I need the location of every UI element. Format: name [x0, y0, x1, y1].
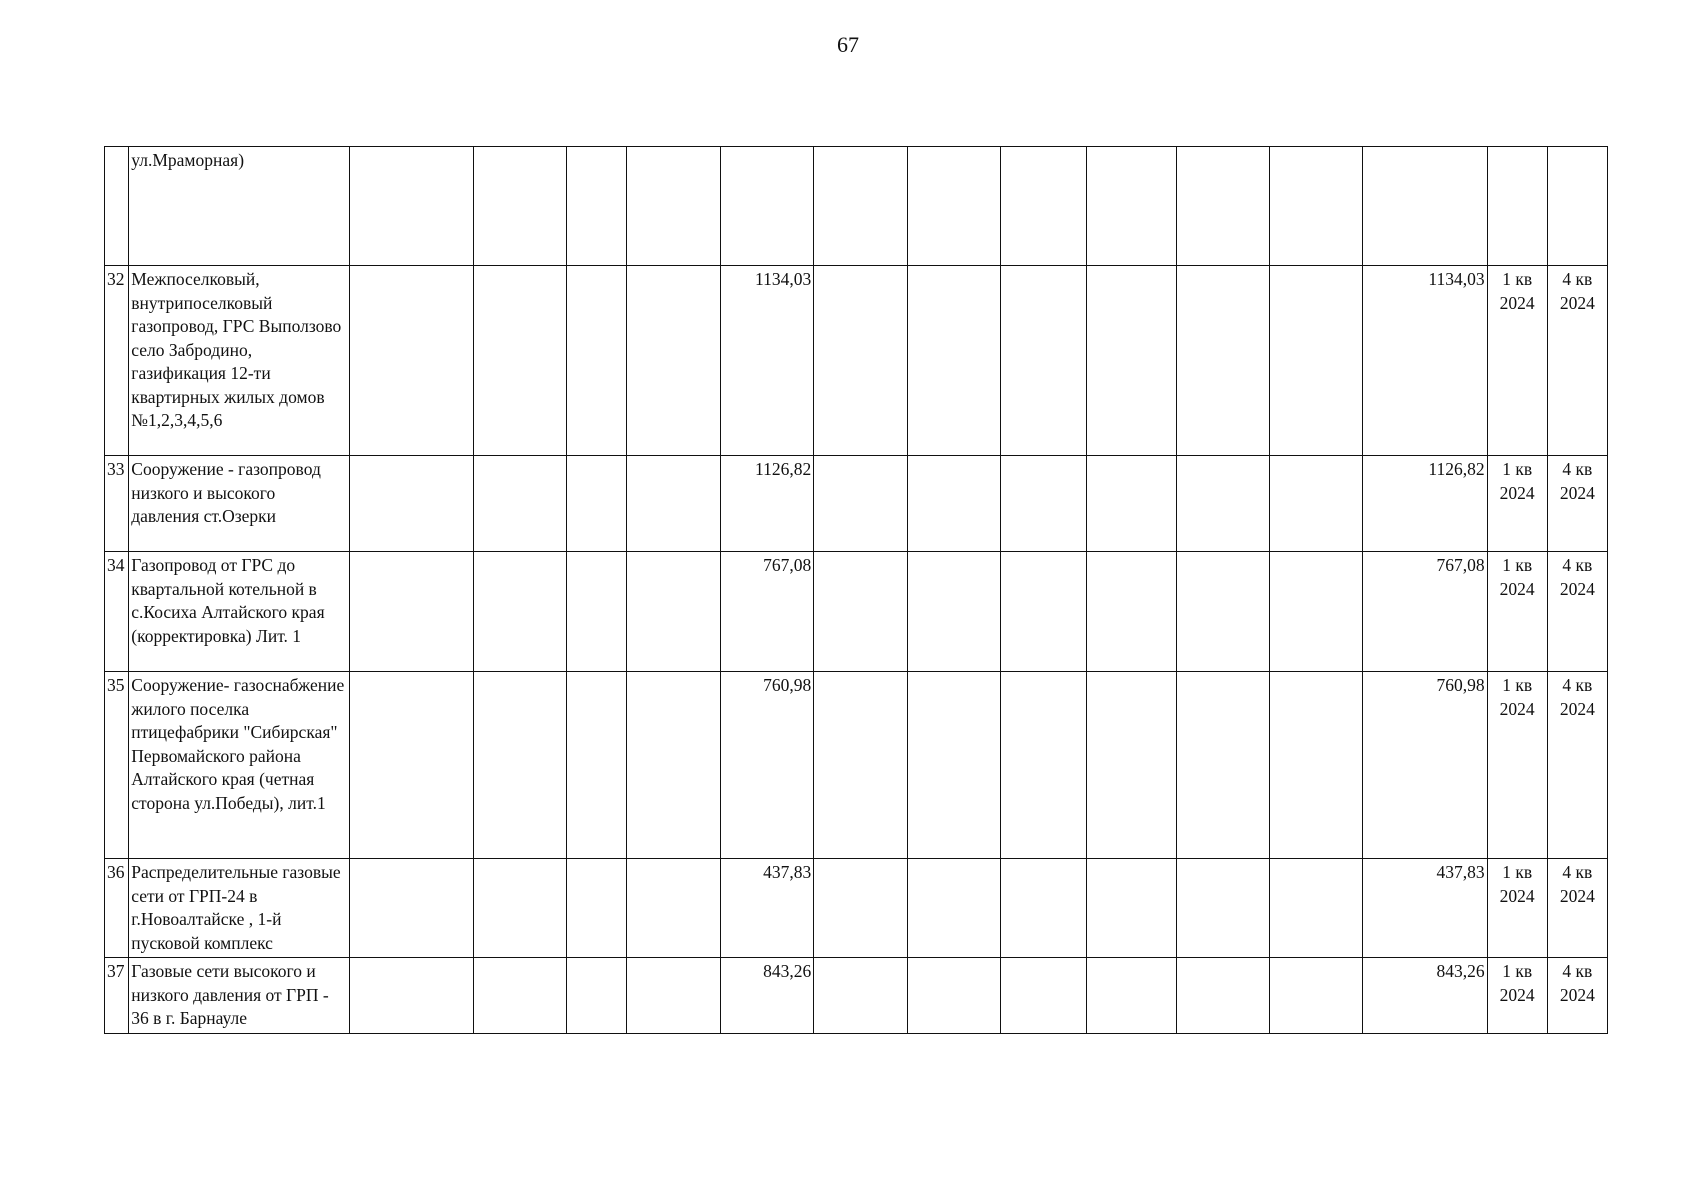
empty-cell	[1270, 552, 1363, 672]
start-quarter-cell: 1 кв 2024	[1487, 958, 1547, 1034]
table-row	[105, 266, 1608, 456]
table-row	[105, 859, 1608, 958]
row-number-cell	[105, 147, 129, 266]
value-cell	[721, 147, 814, 266]
empty-cell	[1001, 147, 1086, 266]
empty-cell	[474, 672, 567, 859]
row-number-cell: 34	[105, 552, 129, 672]
empty-cell	[349, 859, 474, 958]
empty-cell	[1270, 266, 1363, 456]
empty-cell	[627, 552, 721, 672]
empty-cell	[1177, 672, 1270, 859]
total-cell: 843,26	[1363, 958, 1488, 1034]
empty-cell	[814, 147, 908, 266]
empty-cell	[1270, 147, 1363, 266]
empty-cell	[474, 456, 567, 552]
end-quarter-cell: 4 кв 2024	[1547, 958, 1607, 1034]
empty-cell	[814, 672, 908, 859]
total-cell: 1134,03	[1363, 266, 1488, 456]
value-cell: 843,26	[721, 958, 814, 1034]
empty-cell	[1086, 859, 1177, 958]
value-cell: 760,98	[721, 672, 814, 859]
empty-cell	[349, 147, 474, 266]
end-quarter-cell: 4 кв 2024	[1547, 672, 1607, 859]
empty-cell	[1086, 147, 1177, 266]
row-number-cell: 33	[105, 456, 129, 552]
row-number-cell: 32	[105, 266, 129, 456]
total-cell: 437,83	[1363, 859, 1488, 958]
empty-cell	[349, 672, 474, 859]
row-number-cell: 35	[105, 672, 129, 859]
empty-cell	[567, 958, 627, 1034]
empty-cell	[474, 958, 567, 1034]
value-cell: 767,08	[721, 552, 814, 672]
empty-cell	[567, 147, 627, 266]
empty-cell	[908, 552, 1001, 672]
empty-cell	[474, 266, 567, 456]
row-number-cell: 36	[105, 859, 129, 958]
start-quarter-cell: 1 кв 2024	[1487, 672, 1547, 859]
row-number-cell: 37	[105, 958, 129, 1034]
empty-cell	[908, 266, 1001, 456]
total-cell: 767,08	[1363, 552, 1488, 672]
empty-cell	[1177, 266, 1270, 456]
empty-cell	[1086, 552, 1177, 672]
empty-cell	[627, 672, 721, 859]
empty-cell	[567, 266, 627, 456]
empty-cell	[908, 958, 1001, 1034]
empty-cell	[1001, 958, 1086, 1034]
end-quarter-cell: 4 кв 2024	[1547, 266, 1607, 456]
end-quarter-cell: 4 кв 2024	[1547, 859, 1607, 958]
object-name-cell: Сооружение- газоснабжение жилого поселка птицефабрики "Сибирская" Первомайского района Алтайского края (четная сторона ул.Победы), лит.1	[129, 672, 350, 859]
end-quarter-cell: 4 кв 2024	[1547, 456, 1607, 552]
empty-cell	[349, 456, 474, 552]
empty-cell	[814, 266, 908, 456]
total-cell: 760,98	[1363, 672, 1488, 859]
value-cell: 1134,03	[721, 266, 814, 456]
empty-cell	[1270, 456, 1363, 552]
start-quarter-cell: 1 кв 2024	[1487, 456, 1547, 552]
object-name-cell: Газопровод от ГРС до квартальной котельной в с.Косиха Алтайского края (корректировка) Лит. 1	[129, 552, 350, 672]
empty-cell	[908, 147, 1001, 266]
empty-cell	[1177, 859, 1270, 958]
value-cell: 1126,82	[721, 456, 814, 552]
empty-cell	[349, 552, 474, 672]
empty-cell	[627, 266, 721, 456]
empty-cell	[474, 859, 567, 958]
empty-cell	[908, 456, 1001, 552]
start-quarter-cell: 1 кв 2024	[1487, 552, 1547, 672]
empty-cell	[627, 958, 721, 1034]
end-quarter-cell: 4 кв 2024	[1547, 552, 1607, 672]
empty-cell	[1086, 456, 1177, 552]
table-row	[105, 456, 1608, 552]
empty-cell	[1177, 958, 1270, 1034]
total-cell	[1363, 147, 1488, 266]
object-name-cell: Газовые сети высокого и низкого давления от ГРП - 36 в г. Барнауле	[129, 958, 350, 1034]
empty-cell	[1086, 266, 1177, 456]
empty-cell	[1177, 552, 1270, 672]
empty-cell	[814, 456, 908, 552]
empty-cell	[1270, 859, 1363, 958]
table-row	[105, 672, 1608, 859]
start-quarter-cell	[1487, 147, 1547, 266]
empty-cell	[474, 552, 567, 672]
empty-cell	[627, 147, 721, 266]
empty-cell	[1177, 147, 1270, 266]
empty-cell	[814, 958, 908, 1034]
empty-cell	[567, 456, 627, 552]
table-row	[105, 552, 1608, 672]
empty-cell	[567, 672, 627, 859]
empty-cell	[814, 859, 908, 958]
empty-cell	[908, 672, 1001, 859]
object-name-cell: ул.Мраморная)	[129, 147, 350, 266]
table-row	[105, 147, 1608, 266]
table-row	[105, 958, 1608, 1034]
page-number: 67	[837, 32, 859, 57]
start-quarter-cell: 1 кв 2024	[1487, 859, 1547, 958]
empty-cell	[1001, 672, 1086, 859]
object-name-cell: Межпоселковый, внутрипоселковый газопровод, ГРС Выползово село Забродино, газификация 12-ти квартирных жилых домов №1,2,3,4,5,6	[129, 266, 350, 456]
total-cell: 1126,82	[1363, 456, 1488, 552]
empty-cell	[627, 859, 721, 958]
empty-cell	[567, 859, 627, 958]
empty-cell	[814, 552, 908, 672]
empty-cell	[474, 147, 567, 266]
empty-cell	[1086, 958, 1177, 1034]
object-name-cell: Сооружение - газопровод низкого и высокого давления ст.Озерки	[129, 456, 350, 552]
empty-cell	[627, 456, 721, 552]
empty-cell	[349, 266, 474, 456]
end-quarter-cell	[1547, 147, 1607, 266]
data-table	[104, 146, 1608, 1034]
empty-cell	[1001, 552, 1086, 672]
empty-cell	[567, 552, 627, 672]
object-name-cell: Распределительные газовые сети от ГРП-24 в г.Новоалтайске , 1-й пусковой комплекс	[129, 859, 350, 958]
empty-cell	[1177, 456, 1270, 552]
empty-cell	[1270, 672, 1363, 859]
empty-cell	[908, 859, 1001, 958]
empty-cell	[1270, 958, 1363, 1034]
empty-cell	[1001, 859, 1086, 958]
value-cell: 437,83	[721, 859, 814, 958]
empty-cell	[1001, 456, 1086, 552]
empty-cell	[1086, 672, 1177, 859]
empty-cell	[349, 958, 474, 1034]
empty-cell	[1001, 266, 1086, 456]
start-quarter-cell: 1 кв 2024	[1487, 266, 1547, 456]
